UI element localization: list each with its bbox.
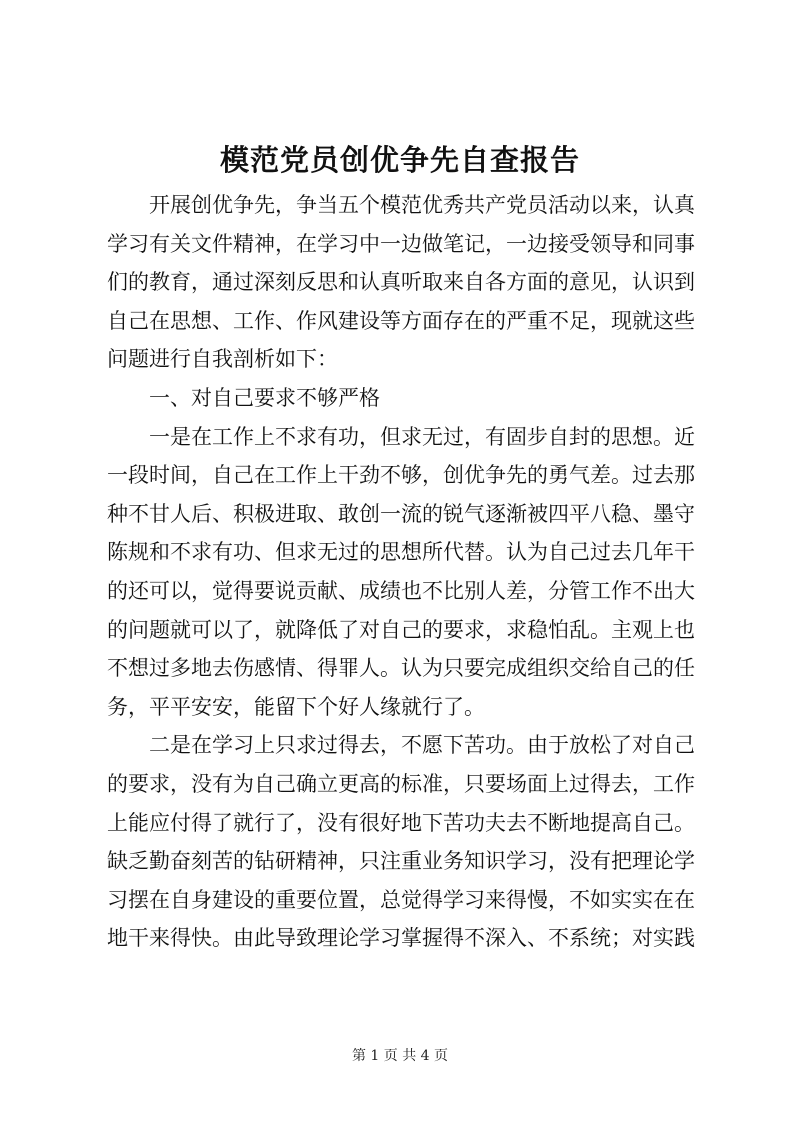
body-line: 学习有关文件精神，在学习中一边做笔记，一边接受领导和同事 bbox=[107, 231, 695, 256]
page-number-footer: 第 1 页 共 4 页 bbox=[351, 1048, 449, 1064]
section-heading: 一、对自己要求不够严格 bbox=[149, 385, 380, 410]
body-line: 一是在工作上不求有功，但求无过，有固步自封的思想。近 bbox=[149, 424, 695, 449]
body-line: 上能应付得了就行了，没有很好地下苦功夫去不断地提高自己。 bbox=[107, 810, 695, 835]
body-line: 不想过多地去伤感情、得罪人。认为只要完成组织交给自己的任 bbox=[107, 656, 695, 681]
body-line: 开展创优争先，争当五个模范优秀共产党员活动以来，认真 bbox=[149, 193, 695, 217]
body-line: 的要求，没有为自己确立更高的标准，只要场面上过得去，工作 bbox=[107, 771, 695, 796]
body-line: 一段时间，自己在工作上干劲不够，创优争先的勇气差。过去那 bbox=[107, 463, 695, 488]
body-line: 问题进行自我剖析如下： bbox=[107, 347, 338, 372]
body-line: 的问题就可以了，就降低了对自己的要求，求稳怕乱。主观上也 bbox=[107, 617, 695, 642]
body-line: 务，平平安安，能留下个好人缘就行了。 bbox=[107, 694, 485, 719]
body-line: 自己在思想、工作、作风建设等方面存在的严重不足，现就这些 bbox=[107, 308, 695, 333]
body-line: 地干来得快。由此导致理论学习掌握得不深入、不系统；对实践 bbox=[107, 926, 695, 951]
body-line: 陈规和不求有功、但求无过的思想所代替。认为自己过去几年干 bbox=[107, 540, 695, 565]
body-line: 们的教育，通过深刻反思和认真听取来自各方面的意见，认识到 bbox=[107, 270, 695, 295]
document-body bbox=[107, 186, 707, 958]
body-line: 的还可以，觉得要说贡献、成绩也不比别人差，分管工作不出大 bbox=[107, 578, 695, 603]
body-line: 习摆在自身建设的重要位置，总觉得学习来得慢，不如实实在在 bbox=[107, 887, 695, 912]
document-title: 模范党员创优争先自查报告 bbox=[219, 143, 580, 177]
body-line: 二是在学习上只求过得去，不愿下苦功。由于放松了对自己 bbox=[149, 733, 695, 758]
body-line: 缺乏勤奋刻苦的钻研精神，只注重业务知识学习，没有把理论学 bbox=[107, 849, 695, 874]
body-line: 种不甘人后、积极进取、敢创一流的锐气逐渐被四平八稳、墨守 bbox=[107, 501, 695, 526]
